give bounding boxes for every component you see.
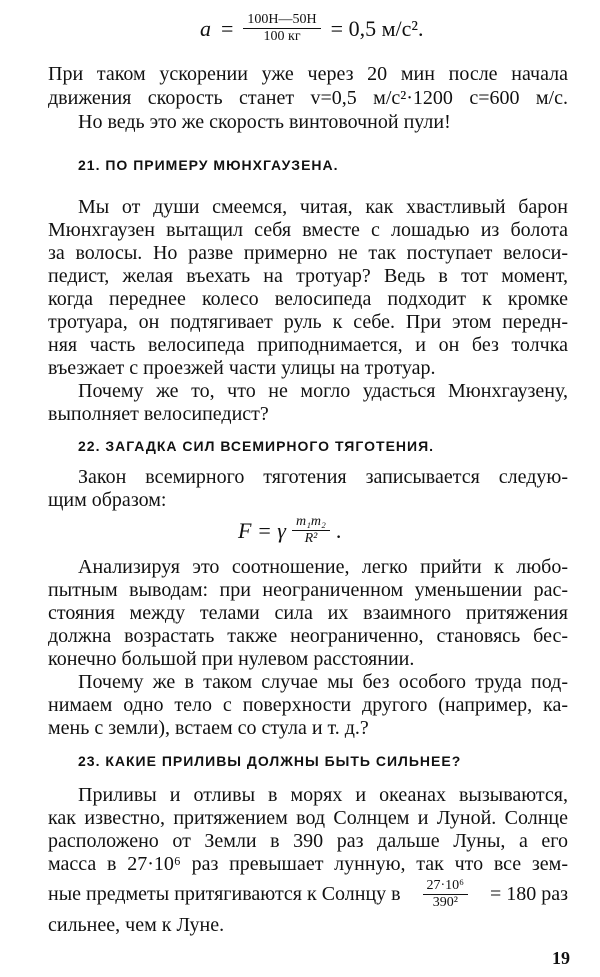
text-line: масса в 27·10⁶ раз превышает лунную, так что все зем- (48, 853, 568, 875)
text-line: выполняет велосипедист? (48, 403, 269, 425)
section-heading-23: 23. КАКИЕ ПРИЛИВЫ ДОЛЖНЫ БЫТЬ СИЛЬНЕЕ? (78, 753, 462, 769)
text-line: расположено от Земли в 390 раз дальше Луны, а его (48, 830, 568, 852)
formula-lhs: a (200, 15, 211, 41)
text-line: нимаем одно тело с поверхности другого (например, ка- (48, 694, 568, 716)
text-line: Закон всемирного тяготения записывается следую- (78, 466, 568, 488)
text-line: въезжает с проезжей части улицы на тротуар. (48, 357, 436, 379)
text-line: Почему же то, что не могло удасться Мюнхгаузену, (78, 380, 568, 402)
text-line: стояния между телами сила их взаимного притяжения (48, 602, 568, 624)
text-line: как известно, притяжением вод Солнцем и Луной. Солнце (48, 807, 568, 829)
page-number: 19 (552, 948, 570, 968)
text-line: щим образом: (48, 489, 167, 511)
text-line: Мюнхгаузен вытащил себя вместе с лошадью из болота (48, 219, 568, 241)
text-line: сильнее, чем к Луне. (48, 914, 225, 936)
text-line: должна возрастать также неограниченно, становясь бес- (48, 625, 568, 647)
denominator: 100 кг (263, 29, 301, 44)
formula-lhs: F = γ (238, 517, 286, 543)
text-line: При таком ускорении уже через 20 мин после начала (48, 63, 568, 85)
text-fragment: = 180 раз (489, 882, 568, 905)
text-fragment: ные предметы притягиваются к Солнцу в (48, 882, 401, 905)
numerator: 27·10⁶ (423, 878, 469, 895)
text-line: Мы от души смеемся, читая, как хвастливый барон (78, 196, 568, 218)
text-line (48, 877, 568, 911)
text-line: Но ведь это же скорость винтовочной пули! (78, 111, 451, 133)
text-line: Приливы и отливы в морях и океанах вызываются, (78, 784, 568, 806)
text-line: тротуара, он подтягивает руль к себе. При этом передн- (48, 311, 568, 333)
text-line: конечно большой при нулевом расстоянии. (48, 648, 415, 670)
numerator: m₁m₂ (292, 514, 330, 531)
fraction (243, 12, 320, 45)
section-heading-22: 22. ЗАГАДКА СИЛ ВСЕМИРНОГО ТЯГОТЕНИЯ. (78, 438, 435, 454)
fraction (423, 878, 469, 911)
text-line: пытным выводам: при неограниченном уменьшении рас- (48, 579, 568, 601)
text-line: няя часть велосипеда приподнимается, и он без толчка (48, 334, 568, 356)
text-line: Анализируя это соотношение, легко прийти к любо- (78, 556, 568, 578)
text-line: за волосы. Но разве примерно не так поступает велоси- (48, 242, 568, 264)
formula-acceleration (200, 12, 423, 45)
section-heading-21: 21. ПО ПРИМЕРУ МЮНХГАУЗЕНА. (78, 157, 339, 173)
numerator: 100Н—50Н (243, 12, 320, 29)
formula-gravitation (238, 514, 341, 547)
formula-rhs: = 0,5 м/с². (330, 15, 424, 41)
fraction (292, 514, 330, 547)
text-line: педист, желая въехать на тротуар? Ведь в тот момент, (48, 265, 568, 287)
formula-eq: = (221, 15, 234, 41)
text-line: движения скорость станет v=0,5 м/с²·1200 с=600 м/с. (48, 87, 568, 109)
denominator: 390² (432, 894, 458, 910)
formula-end: . (335, 517, 342, 543)
text-line: мень с земли), встаем со стула и т. д.? (48, 717, 369, 739)
denominator: R² (304, 531, 318, 546)
text-line: когда переднее колесо велосипеда подходит к кромке (48, 288, 568, 310)
text-line: Почему же в таком случае мы без особого труда под- (78, 671, 568, 693)
